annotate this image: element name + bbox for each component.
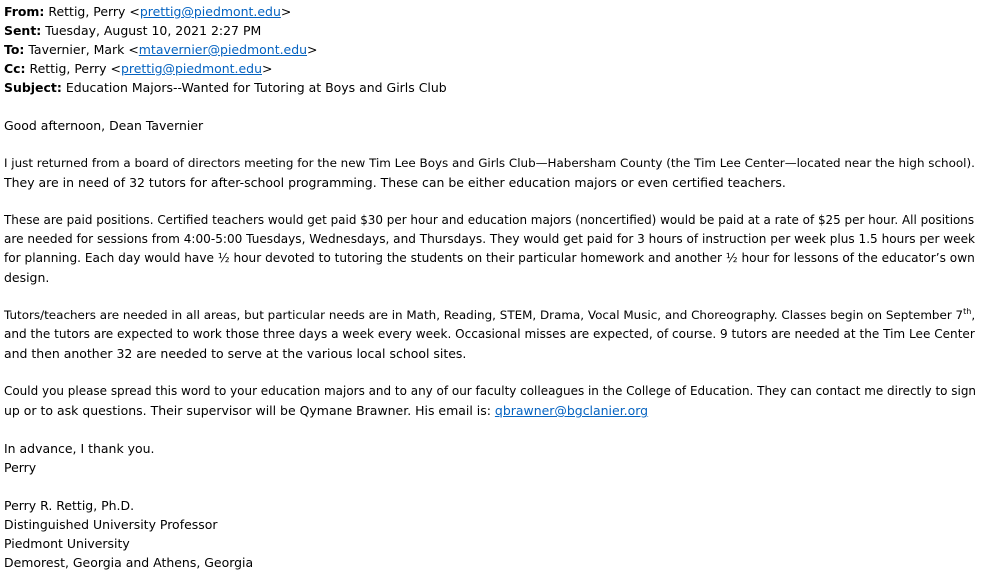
paragraph-line: design. — [4, 270, 50, 285]
cc-label: Cc: — [4, 61, 26, 76]
paragraph-line: and the tutors are expected to work those three days a week every week. Occasional misses are expected, of course. 9 tutors are needed at the Tim Lee Center — [4, 327, 975, 341]
signature-title: Distinguished University Professor — [4, 517, 218, 532]
sent-value: Tuesday, August 10, 2021 2:27 PM — [45, 23, 262, 38]
cc-email-link[interactable]: prettig@piedmont.edu — [120, 61, 262, 76]
closing: In advance, I thank you. — [4, 441, 155, 456]
paragraph-text: Tutors/teachers are needed in all areas, but particular needs are in Math, Reading, STEM, Drama, Vocal Music, and Choreography. Classes begin on September 7 — [4, 308, 964, 322]
paragraph-line: Could you please spread this word to your education majors and to any of our faculty colleagues in the College of Education. They can contact me directly to sign — [4, 384, 977, 398]
paragraph-line: for planning. Each day would have ½ hour devoted to tutoring the students on their particular homework and another ½ hour for lessons of the educator’s own — [4, 251, 975, 265]
signature-org: Piedmont University — [4, 536, 130, 551]
to-row — [4, 40, 978, 59]
paragraph-4 — [4, 382, 978, 420]
paragraph-line: are needed for sessions from 4:00-5:00 Tuesdays, Wednesdays, and Thursdays. They would get paid for 3 hours of instruction per week plus 1.5 hours per week — [4, 232, 976, 246]
ordinal-suffix: th — [963, 307, 972, 317]
cc-name: Rettig, Perry < — [29, 61, 121, 76]
paragraph-text: up or to ask questions. Their supervisor will be Qymane Brawner. His email is: — [4, 403, 495, 418]
paragraph-line: I just returned from a board of directors meeting for the new Tim Lee Boys and Girls Club—Habersham County (the Tim Lee Center—located near the high school). — [4, 156, 975, 170]
spacer — [4, 420, 978, 439]
sent-label: Sent: — [4, 23, 42, 38]
to-close: > — [307, 42, 318, 57]
spacer — [4, 192, 978, 211]
cc-close: > — [261, 61, 273, 76]
paragraph-line — [4, 401, 978, 420]
spacer — [4, 287, 978, 306]
from-email-link[interactable]: prettig@piedmont.edu — [139, 4, 281, 19]
supervisor-email-link[interactable]: qbrawner@bgclanier.org — [494, 403, 649, 418]
paragraph-1 — [4, 154, 978, 192]
sent-row — [4, 21, 978, 40]
cc-row — [4, 59, 978, 78]
signature-name: Perry R. Rettig, Ph.D. — [4, 498, 135, 513]
signature-block — [4, 496, 978, 572]
paragraph-2 — [4, 211, 978, 287]
spacer — [4, 97, 978, 116]
paragraph-3 — [4, 306, 978, 363]
subject-label: Subject: — [4, 80, 62, 95]
paragraph-text: , — [971, 308, 976, 322]
from-name: Rettig, Perry < — [48, 4, 140, 19]
signature-location: Demorest, Georgia and Athens, Georgia — [4, 555, 254, 570]
from-close: > — [280, 4, 292, 19]
to-label: To: — [4, 42, 25, 57]
paragraph-line — [4, 306, 978, 325]
paragraph-line: They are in need of 32 tutors for after-school programming. These can be either education majors or even certified teachers. — [4, 175, 786, 190]
spacer — [4, 135, 978, 154]
from-row — [4, 2, 978, 21]
spacer — [4, 363, 978, 382]
spacer — [4, 477, 978, 496]
paragraph-line: and then another 32 are needed to serve at the various local school sites. — [4, 346, 467, 361]
subject-value: Education Majors--Wanted for Tutoring at Boys and Girls Club — [65, 80, 447, 95]
to-name: Tavernier, Mark < — [28, 42, 139, 57]
from-label: From: — [4, 4, 45, 19]
paragraph-line: These are paid positions. Certified teachers would get paid $30 per hour and education majors (noncertified) would be paid at a rate of $25 per hour. All positions — [4, 213, 975, 227]
to-email-link[interactable]: mtavernier@piedmont.edu — [138, 42, 308, 57]
subject-row — [4, 78, 978, 97]
greeting: Good afternoon, Dean Tavernier — [4, 118, 204, 133]
sign-name: Perry — [4, 460, 37, 475]
